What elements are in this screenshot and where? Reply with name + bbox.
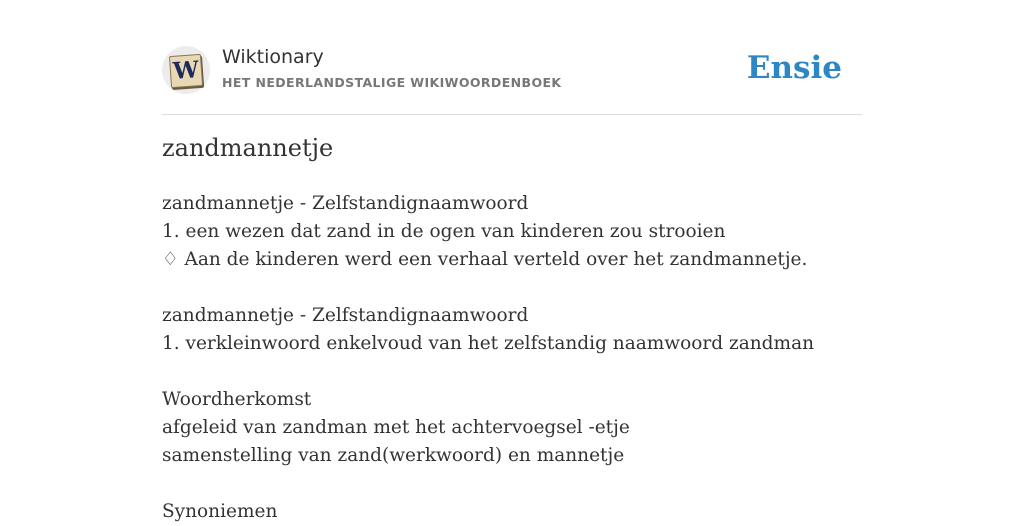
section-spacer (162, 358, 862, 386)
site-title[interactable]: Wiktionary (222, 46, 324, 68)
page (162, 0, 862, 522)
synonyms-heading: Synoniemen (162, 501, 278, 522)
entry-content (162, 190, 862, 526)
section-spacer (162, 470, 862, 498)
example-sentence: ♢ Aan de kinderen werd een verhaal verteld over het zandmannetje. (162, 249, 808, 270)
etymology-heading: Woordherkomst (162, 389, 312, 410)
etymology-line: afgeleid van zandman met het achtervoegsel -etje (162, 417, 630, 438)
entry-heading: zandmannetje - Zelfstandignaamwoord (162, 305, 529, 326)
site-subtitle: HET NEDERLANDSTALIGE WIKIWOORDENBOEK (222, 75, 562, 90)
definition-line: 1. verkleinwoord enkelvoud van het zelfstandig naamwoord zandman (162, 333, 815, 354)
logo-tile (169, 54, 203, 88)
etymology-line: samenstelling van zand(werkwoord) en mannetje (162, 445, 625, 466)
wiktionary-logo-icon[interactable] (162, 46, 210, 94)
entry-heading: zandmannetje - Zelfstandignaamwoord (162, 193, 529, 214)
site-header (162, 44, 862, 115)
section-spacer (162, 274, 862, 302)
page-title: zandmannetje (162, 134, 334, 162)
logo-letter: W (172, 56, 200, 85)
ensie-brand-link[interactable]: Ensie (746, 50, 842, 86)
definition-line: 1. een wezen dat zand in de ogen van kinderen zou strooien (162, 221, 726, 242)
